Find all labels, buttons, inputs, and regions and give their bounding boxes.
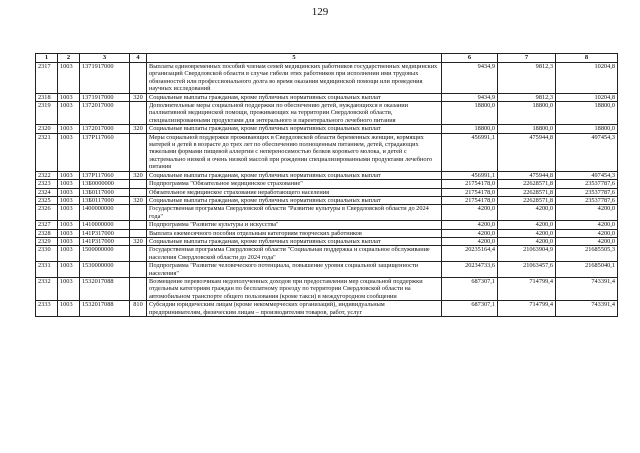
page-number: 129 [311,6,329,18]
section-code: 1003 [58,301,80,317]
amount-year-3: 743391,4 [556,277,618,300]
target-article-code: 1371917000 [80,93,130,101]
amount-year-3: 18800,0 [556,102,618,125]
amount-year-2: 9812,3 [498,63,556,94]
amount-year-1: 20234733,6 [442,262,498,278]
expense-type-code [130,246,147,262]
target-article-code: 141P317000 [80,229,130,237]
amount-year-1: 4200,0 [442,229,498,237]
section-code: 1003 [58,221,80,229]
table-row [36,180,618,188]
section-code: 1003 [58,237,80,245]
header-col-7: 7 [498,54,556,63]
amount-year-2: 21063904,9 [498,246,556,262]
amount-year-3: 23537787,6 [556,180,618,188]
row-number: 2323 [36,180,58,188]
amount-year-3: 4200,0 [556,205,618,221]
row-description: Социальные выплаты гражданам, кроме публичных нормативных социальных выплат [147,171,442,179]
table-row [36,93,618,101]
amount-year-1: 687307,1 [442,277,498,300]
amount-year-3: 21685040,1 [556,262,618,278]
amount-year-2: 4200,0 [498,205,556,221]
amount-year-3: 23537787,6 [556,196,618,204]
amount-year-1: 456991,1 [442,171,498,179]
target-article-code: 13Б0117000 [80,196,130,204]
table-row [36,237,618,245]
expense-type-code: 320 [130,237,147,245]
amount-year-2: 18800,0 [498,125,556,133]
target-article-code: 1500000000 [80,246,130,262]
row-description: Обязательное медицинское страхование неработающего населения [147,188,442,196]
row-number: 2330 [36,246,58,262]
section-code: 1003 [58,246,80,262]
row-description: Меры социальной поддержки проживающих в Свердловской области беременных женщин, кормящих матерей и детей в возрасте до трех лет по обеспечению полноценным питанием, детей, страдающих тяжелыми формами пищевой аллергии с непереносимостью белков коровьего молока, и детей с экстремально низкой и очень низкой массой при рождении специализированными продуктами лечебного питания [147,133,442,171]
amount-year-1: 18800,0 [442,125,498,133]
expense-type-code: 320 [130,125,147,133]
amount-year-2: 22628571,8 [498,180,556,188]
header-col-4: 4 [130,54,147,63]
expense-type-code [130,262,147,278]
amount-year-3: 4200,0 [556,229,618,237]
header-row [36,54,618,63]
section-code: 1003 [58,229,80,237]
amount-year-2: 22628571,8 [498,196,556,204]
target-article-code: 1532017088 [80,277,130,300]
amount-year-3: 10204,8 [556,63,618,94]
table-row [36,221,618,229]
row-number: 2326 [36,205,58,221]
row-number: 2329 [36,237,58,245]
table-row [36,171,618,179]
row-description: Субсидии юридическим лицам (кроме некоммерческих организаций), индивидуальным предпринимателям, физическим лицам – производителям товаров, работ, услуг [147,301,442,317]
expense-type-code: 320 [130,171,147,179]
row-description: Социальные выплаты гражданам, кроме публичных нормативных социальных выплат [147,93,442,101]
target-article-code: 13Б0117000 [80,188,130,196]
target-article-code: 141P317000 [80,237,130,245]
amount-year-2: 475944,8 [498,171,556,179]
table-row [36,196,618,204]
amount-year-3: 497454,3 [556,133,618,171]
row-number: 2332 [36,277,58,300]
amount-year-1: 4200,0 [442,205,498,221]
amount-year-2: 22628571,8 [498,188,556,196]
amount-year-1: 9434,9 [442,63,498,94]
amount-year-2: 21063457,6 [498,262,556,278]
row-description: Подпрограмма "Развитие культуры и искусства" [147,221,442,229]
row-number: 2318 [36,93,58,101]
table-row [36,125,618,133]
row-number: 2327 [36,221,58,229]
expense-type-code [130,180,147,188]
header-col-8: 8 [556,54,618,63]
amount-year-1: 21754178,0 [442,196,498,204]
amount-year-1: 687307,1 [442,301,498,317]
expense-type-code: 320 [130,196,147,204]
table-body [36,63,618,317]
section-code: 1003 [58,102,80,125]
target-article-code: 1530000000 [80,262,130,278]
header-col-3: 3 [80,54,130,63]
expense-type-code [130,133,147,171]
section-code: 1003 [58,277,80,300]
row-description: Государственная программа Свердловской области "Социальная поддержка и социальное обслуживание населения Свердловской области до 2024 года" [147,246,442,262]
expense-type-code [130,277,147,300]
expense-type-code [130,102,147,125]
table-row [36,277,618,300]
amount-year-3: 743391,4 [556,301,618,317]
budget-table [35,53,618,317]
expense-type-code: 810 [130,301,147,317]
section-code: 1003 [58,63,80,94]
amount-year-1: 20235164,4 [442,246,498,262]
section-code: 1003 [58,196,80,204]
row-number: 2317 [36,63,58,94]
section-code: 1003 [58,262,80,278]
section-code: 1003 [58,133,80,171]
section-code: 1003 [58,171,80,179]
section-code: 1003 [58,93,80,101]
expense-type-code [130,63,147,94]
row-number: 2322 [36,171,58,179]
amount-year-1: 18800,0 [442,102,498,125]
table-row [36,229,618,237]
row-number: 2333 [36,301,58,317]
amount-year-1: 21754178,0 [442,188,498,196]
row-number: 2328 [36,229,58,237]
expense-type-code: 320 [130,93,147,101]
amount-year-1: 21754178,0 [442,180,498,188]
amount-year-2: 714799,4 [498,277,556,300]
amount-year-2: 18800,0 [498,102,556,125]
target-article-code: 137P117060 [80,171,130,179]
header-col-2: 2 [58,54,80,63]
section-code: 1003 [58,125,80,133]
table-row [36,133,618,171]
row-number: 2324 [36,188,58,196]
table-row [36,63,618,94]
amount-year-1: 9434,9 [442,93,498,101]
target-article-code: 1532017088 [80,301,130,317]
table-row [36,205,618,221]
target-article-code: 13Б0000000 [80,180,130,188]
target-article-code: 1372017000 [80,102,130,125]
row-number: 2325 [36,196,58,204]
target-article-code: 1410000000 [80,221,130,229]
row-description: Государственная программа Свердловской области "Развитие культуры в Свердловской области до 2024 года" [147,205,442,221]
target-article-code: 1400000000 [80,205,130,221]
row-description: Дополнительные меры социальной поддержки по обеспечению детей, нуждающихся в оказании паллиативной медицинской помощи, проживающих на территории Свердловской области, специализированными продуктами для энтерального и парентерального лечебного питания [147,102,442,125]
expense-type-code [130,205,147,221]
row-number: 2321 [36,133,58,171]
row-description: Выплаты единовременных пособий членам семей медицинских работников государственных медицинских организаций Свердловской области в случае гибели этих работников при исполнении ими трудовых обязанностей или профессионального долга во время оказания медицинской помощи или проведения научных исследований [147,63,442,94]
amount-year-2: 714799,4 [498,301,556,317]
amount-year-3: 23537787,6 [556,188,618,196]
amount-year-1: 4200,0 [442,237,498,245]
amount-year-2: 475944,8 [498,133,556,171]
table-row [36,188,618,196]
amount-year-1: 456991,1 [442,133,498,171]
amount-year-2: 4200,0 [498,237,556,245]
amount-year-3: 497454,3 [556,171,618,179]
expense-type-code [130,221,147,229]
row-description: Социальные выплаты гражданам, кроме публичных нормативных социальных выплат [147,196,442,204]
row-description: Социальные выплаты гражданам, кроме публичных нормативных социальных выплат [147,125,442,133]
amount-year-3: 10204,8 [556,93,618,101]
target-article-code: 1372017000 [80,125,130,133]
row-description: Подпрограмма "Развитие человеческого потенциала, повышение уровня социальной защищенности населения" [147,262,442,278]
section-code: 1003 [58,180,80,188]
amount-year-1: 4200,0 [442,221,498,229]
amount-year-3: 4200,0 [556,221,618,229]
row-number: 2320 [36,125,58,133]
row-description: Возмещение перевозчикам недополученных доходов при предоставлении мер социальной поддержки отдельным категориям граждан по бесплатному проезду по территории Свердловской области на автомобильном транспорте общего пользования (кроме такси) в междугородном сообщении [147,277,442,300]
amount-year-3: 4200,0 [556,237,618,245]
header-col-1: 1 [36,54,58,63]
expense-type-code [130,229,147,237]
header-col-5: 5 [147,54,442,63]
expense-type-code [130,188,147,196]
table-row [36,102,618,125]
section-code: 1003 [58,188,80,196]
amount-year-2: 4200,0 [498,221,556,229]
row-number: 2331 [36,262,58,278]
target-article-code: 137P117060 [80,133,130,171]
amount-year-3: 21685505,3 [556,246,618,262]
table-row [36,246,618,262]
header-col-6: 6 [442,54,498,63]
amount-year-3: 18800,0 [556,125,618,133]
row-description: Выплата ежемесячного пособия отдельным категориям творческих работников [147,229,442,237]
amount-year-2: 4200,0 [498,229,556,237]
table-row [36,301,618,317]
table-row [36,262,618,278]
row-description: Подпрограмма "Обязательное медицинское страхование" [147,180,442,188]
row-number: 2319 [36,102,58,125]
target-article-code: 1371917000 [80,63,130,94]
amount-year-2: 9812,3 [498,93,556,101]
section-code: 1003 [58,205,80,221]
row-description: Социальные выплаты гражданам, кроме публичных нормативных социальных выплат [147,237,442,245]
